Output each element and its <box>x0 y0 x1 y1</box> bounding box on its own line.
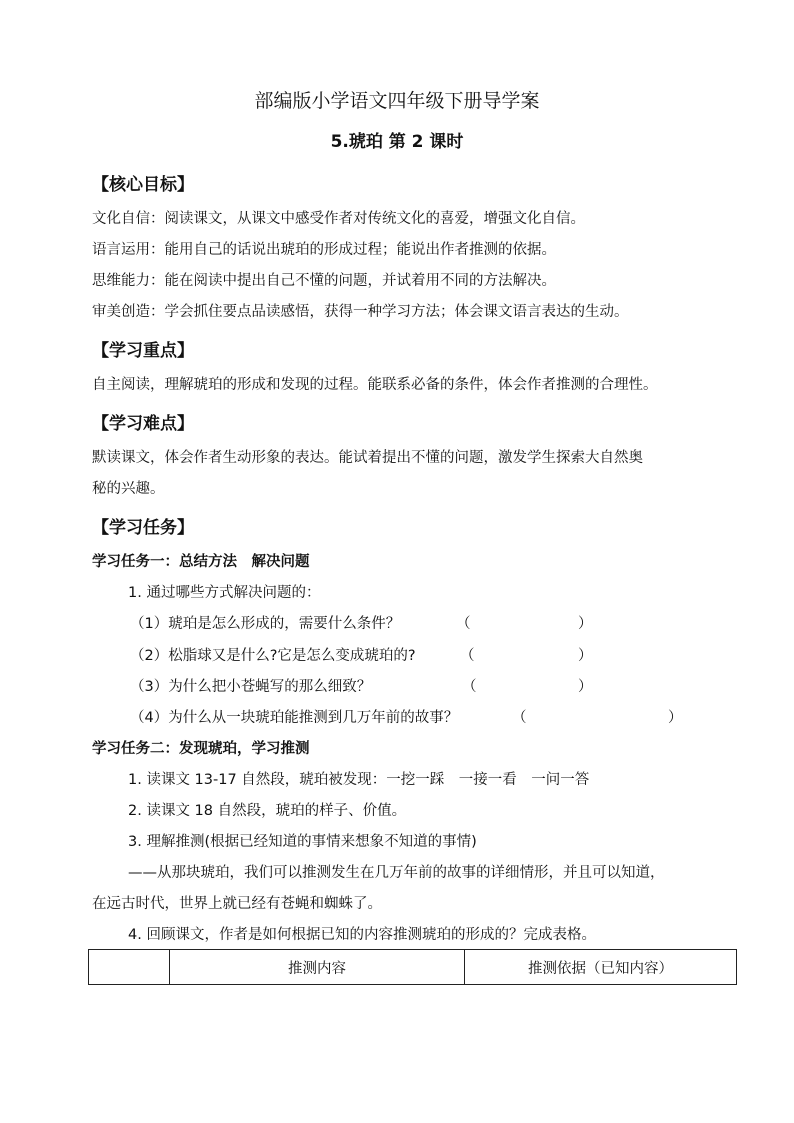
objectives-heading: 【核心目标】 <box>92 175 194 195</box>
task2-item-4: 4. 回顾课文，作者是如何根据已知的内容推测琥珀的形成的？完成表格。 <box>128 927 596 943</box>
answer-blank-1-open: （ <box>456 616 471 632</box>
objective-line-thinking: 思维能力：能在阅读中提出自己不懂的问题，并试着用不同的方法解决。 <box>92 273 556 289</box>
answer-blank-1-close: ） <box>578 616 593 632</box>
difficulties-line-1: 默读课文，体会作者生动形象的表达。能试着提出不懂的问题，激发学生探索大自然奥 <box>92 450 643 466</box>
answer-blank-4-open: （ <box>512 710 527 726</box>
task1-question-4: （4）为什么从一块琥珀能推测到几万年前的故事？ <box>130 710 459 726</box>
key-points-text: 自主阅读，理解琥珀的形成和发现的过程。能联系必备的条件，体会作者推测的合理性。 <box>92 377 658 393</box>
table-header-inference: 推测内容 <box>170 950 465 985</box>
inference-table <box>88 949 737 985</box>
tasks-heading: 【学习任务】 <box>92 518 194 538</box>
answer-blank-2-close: ） <box>578 648 593 664</box>
objective-line-language: 语言运用：能用自己的话说出琥珀的形成过程；能说出作者推测的依据。 <box>92 242 556 258</box>
table-header-basis: 推测依据（已知内容） <box>465 950 737 985</box>
answer-blank-3-open: （ <box>462 679 477 695</box>
task2-item-2: 2. 读课文 18 自然段，琥珀的样子、价值。 <box>128 803 407 819</box>
objective-line-culture: 文化自信：阅读课文，从课文中感受作者对传统文化的喜爱，增强文化自信。 <box>92 211 585 227</box>
task1-question-2: （2）松脂球又是什么?它是怎么变成琥珀的? <box>130 648 416 664</box>
answer-blank-2-open: （ <box>460 648 475 664</box>
task2-item-3: 3. 理解推测(根据已经知道的事情来想象不知道的事情) <box>128 834 477 850</box>
task1-intro: 1. 通过哪些方式解决问题的： <box>128 585 321 601</box>
table-header-row <box>89 950 737 985</box>
table-header-blank <box>89 950 170 985</box>
task2-quote-line-2: 在远古时代，世界上就已经有苍蝇和蜘蛛了。 <box>92 896 382 912</box>
document-title: 部编版小学语文四年级下册导学案 <box>254 90 540 112</box>
answer-blank-4-close: ） <box>668 710 683 726</box>
difficulties-line-2: 秘的兴趣。 <box>92 481 165 497</box>
task2-item-1: 1. 读课文 13-17 自然段，琥珀被发现：一挖一踩 一接一看 一问一答 <box>128 772 590 788</box>
objective-line-aesthetic: 审美创造：学会抓住要点品读感悟，获得一种学习方法；体会课文语言表达的生动。 <box>92 304 629 320</box>
task2-title: 学习任务二：发现琥珀，学习推测 <box>92 741 310 757</box>
task1-question-3: （3）为什么把小苍蝇写的那么细致？ <box>130 679 372 695</box>
answer-blank-3-close: ） <box>578 679 593 695</box>
key-points-heading: 【学习重点】 <box>92 341 194 361</box>
difficulties-heading: 【学习难点】 <box>92 414 194 434</box>
task2-quote-line-1: ——从那块琥珀，我们可以推测发生在几万年前的故事的详细情形，并且可以知道， <box>128 865 665 881</box>
task1-question-1: （1）琥珀是怎么形成的，需要什么条件？ <box>130 616 401 632</box>
lesson-subtitle: 5.琥珀 第 2 课时 <box>330 132 464 152</box>
task1-title: 学习任务一：总结方法 解决问题 <box>92 554 310 570</box>
